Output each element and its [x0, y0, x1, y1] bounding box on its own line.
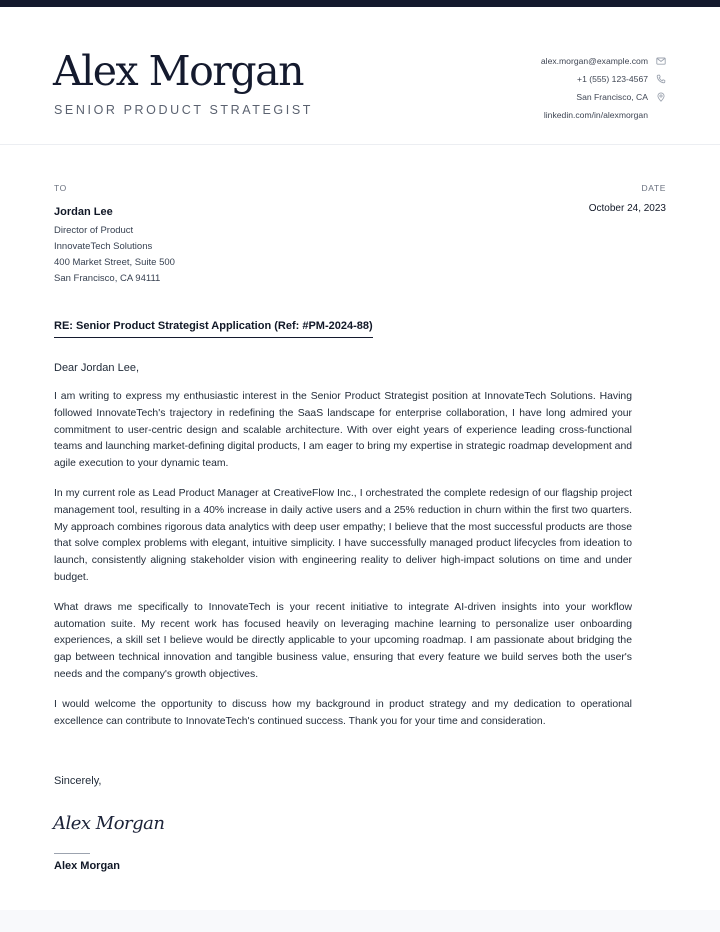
- email-text[interactable]: alex.morgan@example.com: [540, 56, 648, 66]
- linkedin-text[interactable]: linkedin.com/in/alexmorgan: [543, 110, 648, 120]
- recipient-street: 400 Market Street, Suite 500: [54, 257, 175, 268]
- recipient-city: San Francisco, CA 94111: [54, 273, 161, 284]
- recipient-name: Jordan Lee: [54, 206, 113, 218]
- top-accent-bar: [0, 0, 720, 7]
- body-paragraph: I am writing to express my enthusiastic interest in the Senior Product Strategist position at InnovateTech Solutions. Having followed InnovateTech's trajectory in redefining the SaaS landscape for enterprise collaboration, I have long admired your commitment to user-centric design and scalable architecture. With over eight years of experience leading cross-functional teams and launching market-defining digital products, I am eager to bring my expertise in strategic roadmap development and agile execution to your dynamic team.: [54, 391, 632, 470]
- body-paragraph: In my current role as Lead Product Manager at CreativeFlow Inc., I orchestrated the complete redesign of our flagship project management tool, resulting in a 40% increase in daily active users and a 25% reduction in churn within the first two quarters. My approach combines rigorous data analytics with deep user empathy; I believe that the most successful products are those that solve complex problems with elegant, intuitive simplicity. I have successfully managed product lifecycles from ideation to launch, consistently aligning stakeholder vision with engineering reality to deliver high-impact solutions on time and under budget.: [54, 487, 632, 583]
- mail-icon: [656, 56, 666, 66]
- to-label: TO: [54, 183, 67, 193]
- location-text: San Francisco, CA: [576, 92, 648, 102]
- contact-email[interactable]: [426, 52, 666, 70]
- closing-phrase: Sincerely,: [54, 775, 102, 787]
- letter-header: [0, 7, 720, 145]
- letter-date: October 24, 2023: [588, 203, 666, 214]
- body-paragraph: I would welcome the opportunity to discuss how my background in product strategy and my dedication to operational excellence can contribute to InnovateTech's continued success. Thank you for your time and consideration.: [54, 698, 632, 727]
- subject-line: RE: Senior Product Strategist Application (Ref: #PM-2024-88): [54, 320, 373, 338]
- cover-letter-page: [0, 7, 720, 910]
- contact-block: [426, 52, 666, 124]
- contact-linkedin[interactable]: [426, 106, 666, 124]
- salutation: Dear Jordan Lee,: [54, 362, 139, 374]
- date-label: DATE: [641, 183, 666, 193]
- recipient-company: InnovateTech Solutions: [54, 241, 153, 252]
- location-pin-icon: [656, 92, 666, 102]
- phone-text[interactable]: +1 (555) 123-4567: [577, 74, 648, 84]
- applicant-role: SENIOR PRODUCT STRATEGIST: [54, 103, 313, 117]
- letter-body: [54, 389, 632, 743]
- recipient-address: [54, 223, 175, 287]
- signer-name: Alex Morgan: [54, 860, 121, 872]
- contact-phone[interactable]: [426, 70, 666, 88]
- signature-divider: [54, 853, 90, 854]
- phone-icon: [656, 74, 666, 84]
- applicant-name: Alex Morgan: [53, 47, 303, 95]
- contact-location: [426, 88, 666, 106]
- body-paragraph: What draws me specifically to InnovateTech is your recent initiative to integrate AI-driven insights into your workflow automation suite. My recent work has focused heavily on leveraging machine learning to personalize user onboarding experiences, a skill set I believe would be directly applicable to your upcoming roadmap. I am passionate about bridging the gap between technical innovation and tangible business value, ensuring that every feature we build serves both the user's needs and the company's growth objectives.: [54, 601, 632, 680]
- recipient-title: Director of Product: [54, 225, 134, 236]
- handwritten-signature: Alex Morgan: [53, 813, 165, 834]
